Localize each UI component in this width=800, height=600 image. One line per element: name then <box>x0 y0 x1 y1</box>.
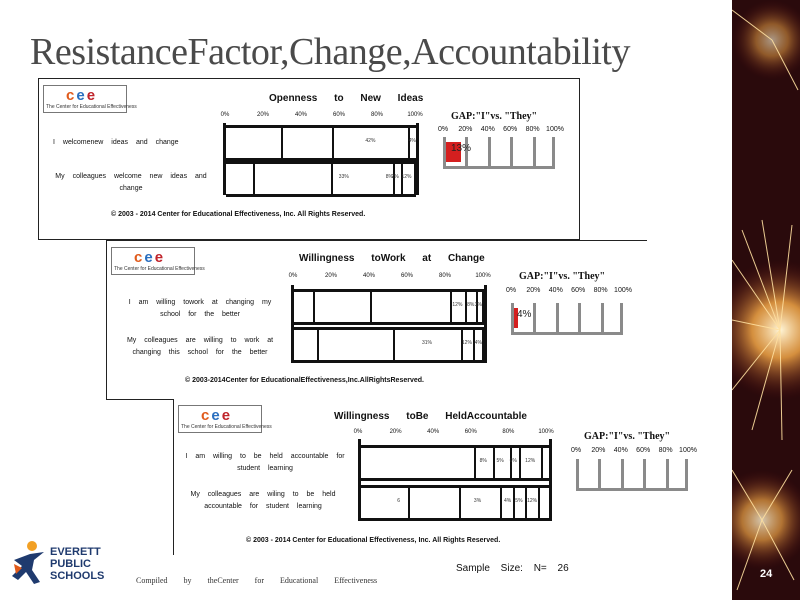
stacked-bars <box>358 439 552 521</box>
survey-panel-accountability: cee The Center for Educational Effectiveness Willingness toBe HeldAccountable 0% 20% 40% 60% 80% 100% 8% 5% 6% 12% 6 3% 4% 5% 12% I am willing to be held accountable for student learning My colleagues are wiling to be held accountable for student learning © 2003 - 2014 Center for Educational Effectiveness, Inc. All Rights Reserved. GAP:"I"vs. "They" 0% 20% 40% 60% 80% 100% <box>173 399 714 555</box>
row-label: I am willing towork at changing my school for the better <box>128 299 272 318</box>
gap-gauge <box>443 137 555 169</box>
page-number: 24 <box>760 568 773 580</box>
row-label: I am willing to be held accountable for student learning <box>185 453 345 472</box>
copyright: © 2003 - 2014 Center for Educational Effectiveness, Inc. All Rights Reserved. <box>246 537 501 544</box>
survey-panel-openness: cee The Center for Educational Effectiveness Openness to New Ideas 0% 20% 40% 60% 80% 100% 42% 4% 33% 8% 2% 12% I welcomenew ideas and change My colleagues welcome new ideas and change © 2003 - 2014 Center for Educational Effectiveness, Inc. All Rights Reserved. GAP:"I"vs. "They" 0% 20% 40% 60% 80% 100% 13% <box>38 78 580 240</box>
bar-row: 33% 8% 2% 12% <box>226 161 416 197</box>
cee-logo: cee The Center for Educational Effectiveness <box>43 85 127 113</box>
gap-value: 4% <box>517 309 532 320</box>
gap-title: GAP:"I"vs. "They" <box>519 271 606 282</box>
chart-title: Willingness toWork at Change <box>299 253 485 264</box>
stacked-bars <box>223 123 419 195</box>
row-label: My colleagues are willing to work at changing this school for the better <box>126 337 274 356</box>
gap-title: GAP:"I"vs. "They" <box>584 431 671 442</box>
chart-title: Willingness toBe HeldAccountable <box>334 411 527 422</box>
slide-title: ResistanceFactor,Change,Accountability <box>30 31 630 73</box>
sample-size: Sample Size: N= 26 <box>456 563 569 574</box>
copyright: © 2003-2014Center for EducationalEffectiveness,Inc.AllRightsReserved. <box>185 377 424 384</box>
cee-logo: cee The Center for Educational Effectiveness <box>111 247 195 275</box>
axis-ticks: 0% 20% 40% 60% 80% 100% <box>353 429 554 435</box>
axis-ticks: 0% 20% 40% 60% 80% 100% <box>220 112 423 118</box>
fireworks-icon <box>732 0 800 600</box>
gap-gauge <box>576 459 688 491</box>
bar-row: 8% 5% 6% 12% <box>361 445 549 481</box>
bar-row: 12% 8% 3% <box>294 289 484 325</box>
cee-logo: cee The Center for Educational Effectiveness <box>178 405 262 433</box>
everett-public-schools-logo: EVERETT PUBLIC SCHOOLS <box>10 540 120 590</box>
bar-row: 31% 12% 4% <box>294 327 484 363</box>
gap-title: GAP:"I"vs. "They" <box>451 111 538 122</box>
row-label: I welcomenew ideas and change <box>53 139 179 146</box>
survey-panel-willingness-change: cee The Center for Educational Effectiveness Willingness toWork at Change 0% 20% 40% 60% 80% 100% 12% 8% 3% 31% 12% 4% I am willing towork at changing my school for the better My colleagues are willing to work at changing this school for the better © 2003-2014Center for EducationalEffectiveness,Inc.AllRightsReserved. GAP:"I"vs. "They" 0% 20% 40% 60% 80% 100% 4% <box>106 240 647 400</box>
row-label: My colleagues welcome new ideas and change <box>55 173 207 192</box>
bar-row: 42% 4% <box>226 125 416 161</box>
runner-figure-icon <box>10 540 48 586</box>
chart-title: Openness to New Ideas <box>269 93 424 104</box>
bar-row: 6 3% 4% 5% 12% <box>361 485 549 521</box>
row-label: My colleagues are wiling to be held accountable for student learning <box>190 491 336 510</box>
stacked-bars <box>291 285 487 363</box>
gap-value: 13% <box>451 143 472 154</box>
axis-ticks: 0% 20% 40% 60% 80% 100% <box>288 273 491 279</box>
fireworks-image <box>732 0 800 600</box>
copyright: © 2003 - 2014 Center for Educational Effectiveness, Inc. All Rights Reserved. <box>111 211 366 218</box>
compiled-by-note: Compiled by theCenter for Educational Effectiveness <box>136 576 378 585</box>
gap-gauge <box>511 303 623 335</box>
